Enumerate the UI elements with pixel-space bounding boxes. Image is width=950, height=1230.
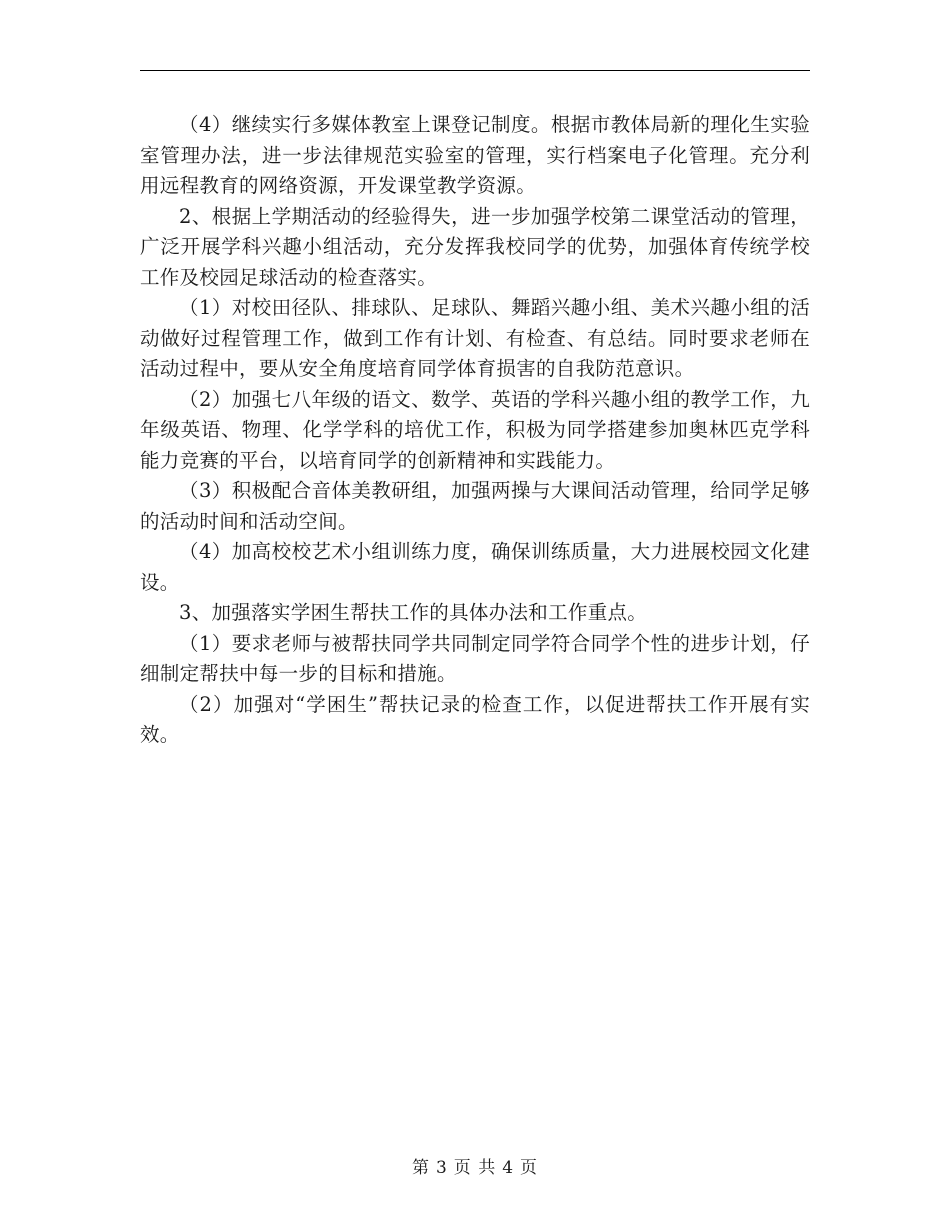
page-label-mid: 页 共 <box>453 1158 497 1178</box>
paragraph: （2）加强七八年级的语文、数学、英语的学科兴趣小组的教学工作，九年级英语、物理、化学学科的培优工作，积极为同学搭建参加奥林匹克学科能力竞赛的平台，以培育同学的创新精神和实践能力。 <box>140 387 810 472</box>
page-label-suffix: 页 <box>520 1158 539 1178</box>
page-label-prefix: 第 <box>411 1158 430 1178</box>
paragraph: （4）加高校校艺术小组训练力度，确保训练质量，大力进展校园文化建设。 <box>140 540 810 594</box>
current-page-number: 3 <box>435 1158 448 1178</box>
paragraph: （3）积极配合音体美教研组，加强两操与大课间活动管理，给同学足够的活动时间和活动空间。 <box>140 479 810 533</box>
page-footer <box>0 1153 950 1178</box>
paragraph: （1）对校田径队、排球队、足球队、舞蹈兴趣小组、美术兴趣小组的活动做好过程管理工作，做到工作有计划、有检查、有总结。同时要求老师在活动过程中，要从安全角度培育同学体育损害的自我防范意识。 <box>140 296 810 380</box>
total-pages-number: 4 <box>502 1158 515 1178</box>
document-body <box>140 110 810 751</box>
paragraph: （1）要求老师与被帮扶同学共同制定同学符合同学个性的进步计划，仔细制定帮扶中每一步的目标和措施。 <box>140 631 810 685</box>
header-rule <box>140 70 810 71</box>
paragraph: 2、根据上学期活动的经验得失，进一步加强学校第二课堂活动的管理，广泛开展学科兴趣小组活动，充分发挥我校同学的优势，加强体育传统学校工作及校园足球活动的检查落实。 <box>140 204 810 289</box>
paragraph: （4）继续实行多媒体教室上课登记制度。根据市教体局新的理化生实验室管理办法，进一步法律规范实验室的管理，实行档案电子化管理。充分利用远程教育的网络资源，开发课堂教学资源。 <box>140 113 810 197</box>
paragraph: （2）加强对“学困生”帮扶记录的检查工作，以促进帮扶工作开展有实效。 <box>140 692 810 746</box>
paragraph: 3、加强落实学困生帮扶工作的具体办法和工作重点。 <box>179 601 648 624</box>
